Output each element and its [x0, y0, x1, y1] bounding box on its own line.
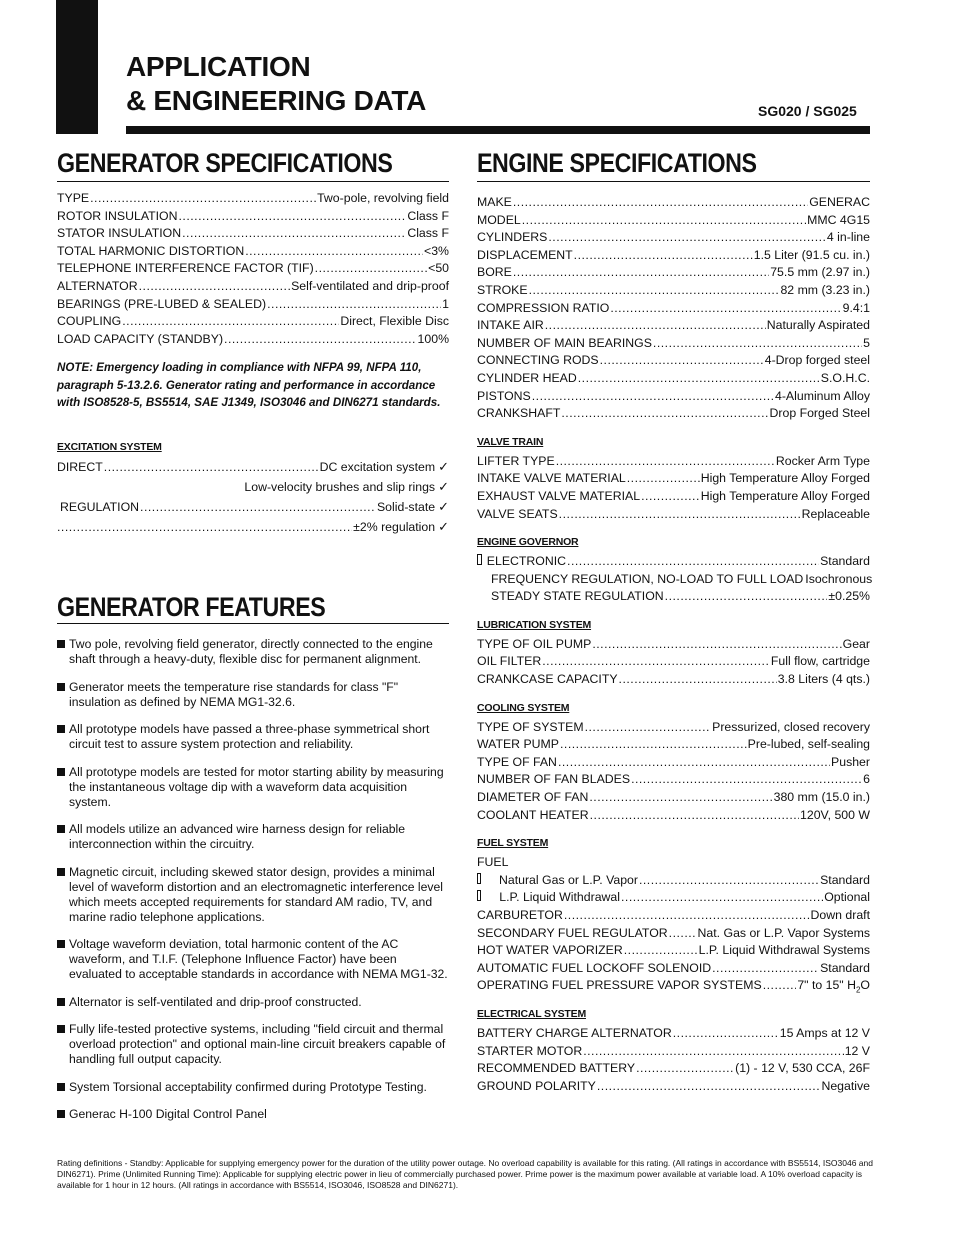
spec-label: STARTER MOTOR: [477, 1043, 583, 1058]
header-rule: [126, 126, 870, 134]
spec-value-text: Two-pole, revolving field: [317, 191, 449, 205]
governor-row: [477, 554, 870, 572]
spec-label: CYLINDER HEAD: [477, 370, 577, 385]
spec-value-text: Full flow, cartridge: [770, 654, 870, 669]
spec-value-text: Down draft: [810, 908, 870, 922]
dot-leader: [556, 454, 775, 468]
spec-value: [407, 209, 449, 223]
feature-item: Generator meets the temperature rise standards for class "F" insulation as defined by NEMA MG1-32.6.: [57, 680, 449, 710]
spec-label: OPERATING FUEL PRESSURE VAPOR SYSTEMS: [477, 978, 762, 993]
spec-label: L.P. Liquid Withdrawal: [499, 890, 620, 905]
dot-leader: [178, 209, 406, 223]
spec-value-text: High Temperature Alloy Forged: [700, 488, 870, 503]
spec-value: [418, 332, 449, 346]
spec-label: INTAKE VALVE MATERIAL: [477, 471, 626, 486]
dot-leader: [574, 248, 753, 262]
valve-train-row: [477, 471, 870, 489]
dot-leader: [590, 808, 799, 822]
feature-item: Fully life-tested protective systems, including "field circuit and thermal overload protection" and optional main-line circuit breakers capable of handling full output capacity.: [57, 1022, 449, 1067]
dot-leader: [653, 336, 862, 350]
dot-leader: [513, 195, 808, 209]
spec-label: REGULATION: [60, 500, 140, 514]
spec-label: NUMBER OF FAN BLADES: [477, 772, 631, 787]
feature-item: Alternator is self-ventilated and drip-proof constructed.: [57, 995, 449, 1010]
spec-value-text: Standard: [820, 872, 870, 887]
generator-spec-row: [57, 244, 449, 262]
spec-value: [863, 336, 870, 350]
dot-leader: [624, 943, 698, 957]
dot-leader: [610, 301, 841, 315]
excitation-brushes-row: [57, 479, 449, 499]
spec-value-text: 1.5 Liter (91.5 cu. in.): [753, 247, 870, 262]
model-number: SG020 / SG025: [758, 103, 857, 119]
dot-leader: [585, 720, 712, 734]
spec-value: [754, 248, 870, 262]
dot-leader: [636, 1061, 734, 1075]
spec-value: [428, 261, 449, 275]
dot-leader: [578, 371, 820, 385]
engine-spec-row: [477, 336, 870, 354]
spec-label: DIRECT: [57, 460, 103, 474]
spec-label: RECOMMENDED BATTERY: [477, 1061, 636, 1076]
valve-train-title: VALVE TRAIN: [477, 435, 544, 448]
engine-spec-row: [477, 213, 870, 231]
cooling-row: [477, 790, 870, 808]
spec-value-text: High Temperature Alloy Forged: [700, 471, 870, 486]
checkmark-icon: ✓: [438, 519, 449, 534]
spec-value-text: 15 Amps at 12 V: [779, 1025, 870, 1040]
doc-title-line1: APPLICATION: [126, 51, 311, 82]
spec-value: [698, 926, 870, 940]
spec-value: [735, 1061, 870, 1075]
spec-value: [291, 279, 449, 293]
dot-leader: [245, 244, 423, 258]
engine-spec-row: [477, 318, 870, 336]
spec-value: [843, 301, 870, 315]
spec-label: TOTAL HARMONIC DISTORTION: [57, 243, 245, 258]
checkbox-icon: [477, 873, 481, 884]
spec-label: BORE: [477, 265, 512, 280]
dot-leader: [315, 261, 427, 275]
fuel-row: [477, 943, 870, 961]
spec-label: SECONDARY FUEL REGULATOR: [477, 925, 668, 940]
spec-label: STEADY STATE REGULATION: [491, 589, 664, 604]
spec-value: [712, 720, 870, 734]
spec-value: [775, 389, 870, 403]
spec-label: ELECTRONIC: [486, 554, 567, 569]
spec-value: [765, 353, 870, 367]
spec-value-text: Standard: [820, 960, 870, 975]
excitation-title: EXCITATION SYSTEM: [57, 441, 162, 453]
engine-spec-row: [477, 301, 870, 319]
spec-value-text: 5: [863, 335, 870, 350]
spec-value: [748, 737, 870, 751]
spec-label: MAKE: [477, 195, 512, 209]
spec-value-text: Pressurized, closed recovery: [712, 719, 870, 734]
rating-definitions-footer: Rating definitions - Standby: Applicable for supplying emergency power for the duration of the utility power outage. No overload capability is available for this rating. (All ratings in accordance with BS5514, ISO3046 and DIN6271). Prime (Unlimited Running Time): Applicable for supplying electric power in lieu of commercially purchased power. Prime power is the maximum power available at variable load. A 10% overload capacity is available for 1 hour in 12 hours. (All ratings in accordance with BS5514, ISO3046, ISO8528 and DIN6271).: [57, 1158, 873, 1191]
spec-value: [820, 873, 870, 887]
excitation-pct-row: [57, 519, 449, 539]
spec-value: [805, 572, 872, 586]
spec-label: ALTERNATOR: [57, 278, 138, 293]
spec-value: [824, 890, 870, 904]
feature-item: All models utilize an advanced wire harness design for reliable interconnection within the circuitry.: [57, 822, 449, 852]
spec-value-text: Self-ventilated and drip-proof: [291, 278, 449, 293]
governor-row: [477, 571, 873, 590]
spec-label: DISPLACEMENT: [477, 247, 573, 262]
generator-spec-row: [57, 332, 449, 350]
dot-leader: [763, 978, 797, 992]
spec-label: CONNECTING RODS: [477, 353, 599, 368]
spec-value: [442, 297, 449, 311]
standards-note: NOTE: Emergency loading in compliance with NFPA 99, NFPA 110, paragraph 5-13.2.6. Generator rating and performance in accordance with ISO8528-5, BS5514, SAE J1349, ISO3046 and DIN6271 standards.: [57, 361, 441, 410]
spec-label: TYPE OF FAN: [477, 754, 557, 769]
dot-leader: [548, 230, 826, 244]
spec-value: [780, 1026, 870, 1040]
generator-specs-rule: [57, 181, 449, 182]
dot-leader: [122, 314, 339, 328]
generator-features-title: GENERATOR FEATURES: [57, 592, 326, 622]
spec-value-text: Negative: [821, 1078, 870, 1093]
spec-label: TYPE OF SYSTEM: [477, 719, 584, 734]
spec-value-text: L.P. Liquid Withdrawal Systems: [698, 943, 870, 958]
doc-title-line2: & ENGINEERING DATA: [126, 85, 427, 116]
spec-value-tail: O: [860, 978, 870, 993]
spec-value-text: Standard: [820, 554, 870, 569]
dot-leader: [559, 507, 801, 521]
spec-value-text: Replaceable: [801, 506, 870, 521]
dot-leader: [621, 890, 823, 904]
feature-item: All prototype models are tested for motor starting ability by measuring the instantaneous voltage dip with a waveform data acquisition system.: [57, 765, 449, 810]
dot-leader: [639, 873, 819, 887]
spec-value: [699, 943, 870, 957]
spec-value: [831, 755, 870, 769]
spec-label: HOT WATER VAPORIZER: [477, 943, 623, 958]
spec-value-text: Pusher: [831, 754, 870, 769]
dot-leader: [522, 213, 806, 227]
spec-label: COMPRESSION RATIO: [477, 300, 610, 315]
spec-value-text: 4 in-line: [826, 230, 870, 245]
excitation-system: [57, 441, 449, 539]
spec-value: [407, 226, 449, 240]
spec-value: [820, 554, 870, 568]
fuel-row: [477, 926, 870, 944]
engine-spec-row: [477, 371, 870, 389]
dot-leader: [545, 318, 766, 332]
spec-value: Solid-state: [376, 500, 436, 514]
fuel-title: FUEL SYSTEM: [477, 837, 549, 850]
spec-value-text: 82 mm (3.23 in.): [780, 282, 870, 297]
spec-label: CRANKCASE CAPACITY: [477, 672, 618, 687]
spec-label: VALVE SEATS: [477, 506, 558, 521]
spec-label: WATER PUMP: [477, 737, 559, 752]
spec-value: [863, 772, 870, 786]
dot-leader: [529, 283, 780, 297]
spec-value: [811, 908, 870, 922]
generator-spec-row: [57, 314, 449, 332]
spec-value-text: 6: [863, 772, 870, 787]
spec-value-text: Class F: [407, 208, 449, 223]
spec-value-text: 380 mm (15.0 in.): [773, 790, 870, 805]
spec-value-text: 100%: [417, 331, 449, 346]
spec-value-text: Class F: [407, 226, 449, 241]
dot-leader: [592, 637, 841, 651]
engine-spec-row: [477, 406, 870, 424]
spec-value: ±2% regulation: [353, 520, 436, 534]
dot-leader: [665, 589, 828, 603]
valve-train-row: [477, 454, 870, 472]
spec-value-text: Pre-lubed, self-sealing: [747, 737, 870, 752]
spec-value-text: Optional: [824, 890, 870, 905]
spec-label: BATTERY CHARGE ALTERNATOR: [477, 1025, 672, 1040]
spec-value: [770, 265, 870, 279]
spec-label: AUTOMATIC FUEL LOCKOFF SOLENOID: [477, 960, 712, 975]
spec-label: PISTONS: [477, 388, 531, 403]
engine-specs-rule: [477, 181, 870, 182]
generator-spec-row: [57, 297, 449, 315]
checkmark-icon: ✓: [438, 499, 449, 514]
checkmark-icon: ✓: [438, 479, 449, 494]
spec-value: [800, 808, 870, 822]
cooling-row: [477, 772, 870, 790]
fuel-row: [477, 908, 870, 926]
spec-value: [771, 654, 870, 668]
engine-spec-row: [477, 265, 870, 283]
spec-label: MODEL: [477, 212, 521, 227]
spec-value: [774, 790, 870, 804]
spec-label: COUPLING: [57, 314, 122, 329]
spec-value-text: 3.8 Liters (4 qts.): [777, 672, 870, 687]
engine-governor-title: ENGINE GOVERNOR: [477, 536, 579, 549]
dot-leader: [641, 489, 700, 503]
feature-item: Generac H-100 Digital Control Panel: [57, 1107, 449, 1122]
dot-leader: [631, 772, 862, 786]
excitation-regulation-row: [57, 499, 449, 519]
generator-spec-row: [57, 279, 449, 297]
spec-value: [770, 406, 870, 420]
spec-label: CARBURETOR: [477, 908, 563, 922]
spec-value-text: Rocker Arm Type: [775, 453, 870, 468]
spec-value-text: Nat. Gas or L.P. Vapor Systems: [697, 925, 870, 940]
generator-spec-row: [57, 261, 449, 279]
valve-train-row: [477, 489, 870, 507]
checkbox-icon: [477, 890, 481, 901]
spec-value-text: (1) - 12 V, 530 CCA, 26F: [735, 1061, 870, 1076]
fuel-row: [477, 978, 870, 996]
spec-value: [820, 961, 870, 975]
engine-spec-row: [477, 230, 870, 248]
valve-train-row: [477, 507, 870, 525]
dot-leader: [532, 389, 774, 403]
dot-leader: [139, 279, 290, 293]
dot-leader: [564, 908, 810, 922]
cooling-row: [477, 808, 870, 826]
spec-value-text: Direct, Flexible Disc: [340, 314, 449, 329]
spec-value-text: GENERAC: [809, 195, 870, 209]
feature-item: All prototype models have passed a three-phase symmetrical short circuit test to assure system protection and reliability.: [57, 722, 449, 752]
electrical-row: [477, 1044, 870, 1062]
generator-specs-list: [57, 191, 449, 349]
engine-spec-row: [477, 195, 870, 213]
dot-leader: [589, 790, 772, 804]
lubrication-row: [477, 637, 870, 655]
spec-value-text: <50: [428, 261, 449, 276]
spec-value: [317, 191, 449, 205]
dot-leader: [561, 406, 768, 420]
spec-value-text: S.O.H.C.: [820, 370, 870, 385]
excitation-direct-row: [57, 459, 449, 479]
dot-leader: [627, 471, 700, 485]
electrical-title: ELECTRICAL SYSTEM: [477, 1007, 586, 1020]
electrical-row: [477, 1079, 870, 1097]
lubrication-title: LUBRICATION SYSTEM: [477, 618, 592, 631]
spec-value: [776, 454, 870, 468]
dot-leader: [600, 353, 764, 367]
fuel-row: [477, 961, 870, 979]
spec-label: STROKE: [477, 282, 528, 297]
spec-label: TYPE OF OIL PUMP: [477, 636, 592, 651]
generator-specs-title: GENERATOR SPECIFICATIONS: [57, 148, 393, 178]
dot-leader: [513, 265, 769, 279]
dot-leader: [583, 1044, 843, 1058]
checkbox-icon: [477, 554, 482, 565]
subscript: 2: [855, 985, 861, 995]
engine-spec-row: [477, 283, 870, 301]
dot-leader: [560, 737, 747, 751]
spec-label: LOAD CAPACITY (STANDBY): [57, 331, 224, 346]
spec-label: Natural Gas or L.P. Vapor: [498, 872, 638, 887]
fuel-label: FUEL: [477, 855, 509, 870]
governor-row: [477, 589, 870, 607]
dot-leader: [90, 191, 316, 205]
spec-label: BEARINGS (PRE-LUBED & SEALED): [57, 296, 267, 311]
engine-spec-row: [477, 248, 870, 266]
spec-label: FREQUENCY REGULATION, NO-LOAD TO FULL LOAD: [491, 571, 804, 586]
spec-value: [340, 314, 449, 328]
spec-label: NUMBER OF MAIN BEARINGS: [477, 335, 652, 350]
feature-item: System Torsional acceptability confirmed during Prototype Testing.: [57, 1080, 449, 1095]
spec-label: ROTOR INSULATION: [57, 208, 178, 223]
feature-item: Voltage waveform deviation, total harmonic content of the AC waveform, and T.I.F. (Telephone Influence Factor) have been evaluated to acceptable standards in accordance with NEMA MG1-32.: [57, 937, 449, 982]
spec-value-text: 12 V: [844, 1043, 870, 1058]
spec-label: INTAKE AIR: [477, 318, 544, 333]
spec-value-text: 9.4:1: [842, 300, 870, 315]
spec-value-text: <3%: [424, 243, 449, 258]
spec-label: CYLINDERS: [477, 230, 548, 245]
spec-label: TELEPHONE INTERFERENCE FACTOR (TIF): [57, 261, 314, 276]
generator-spec-row: [57, 209, 449, 227]
dot-leader: [567, 554, 819, 568]
electrical-row: [477, 1026, 870, 1044]
generator-features-rule: [57, 623, 449, 624]
spec-label: EXHAUST VALVE MATERIAL: [477, 488, 641, 503]
generator-spec-row: [57, 191, 449, 209]
spec-label: CRANKSHAFT: [477, 406, 561, 421]
dot-leader: [619, 672, 777, 686]
spec-label: DIAMETER OF FAN: [477, 790, 589, 805]
dot-leader: [224, 332, 417, 346]
spec-value: [767, 318, 870, 332]
engine-spec-row: [477, 389, 870, 407]
spec-label: COOLANT HEATER: [477, 807, 589, 822]
spec-label: OIL FILTER: [477, 654, 542, 669]
dot-leader: [597, 1079, 821, 1093]
spec-value: [809, 195, 870, 209]
spec-value: [807, 213, 870, 227]
spec-label: GROUND POLARITY: [477, 1078, 596, 1093]
spec-value: [845, 1044, 870, 1058]
cooling-title: COOLING SYSTEM: [477, 701, 570, 714]
fuel-row: [477, 890, 870, 908]
spec-value: [828, 589, 870, 603]
spec-value: DC excitation system: [319, 460, 436, 474]
spec-value-text: 7" to 15" H: [797, 978, 856, 993]
dot-leader: [669, 926, 697, 940]
spec-value: [797, 978, 870, 994]
spec-value-text: Naturally Aspirated: [766, 318, 870, 333]
cooling-row: [477, 720, 870, 738]
spec-value: [778, 672, 870, 686]
engine-spec-row: [477, 353, 870, 371]
lubrication-row: [477, 654, 870, 672]
spec-value-text: 4-Drop forged steel: [764, 353, 870, 368]
generator-spec-row: [57, 226, 449, 244]
spec-value: [827, 230, 870, 244]
dot-leader: [673, 1026, 779, 1040]
spec-value-text: 120V, 500 W: [800, 807, 870, 822]
spec-value: [701, 489, 870, 503]
spec-value-text: 1: [442, 296, 449, 311]
spec-value-text: 75.5 mm (2.97 in.): [770, 265, 870, 280]
dot-leader: [712, 961, 819, 975]
spec-value: [780, 283, 870, 297]
spec-value: [821, 371, 870, 385]
spec-value: [424, 244, 449, 258]
spec-value-text: MMC 4G15: [807, 212, 870, 227]
spec-value-text: Drop Forged Steel: [769, 406, 870, 421]
dot-leader: [267, 297, 441, 311]
dot-leader: [558, 755, 830, 769]
spec-value: [802, 507, 870, 521]
spec-value: [843, 637, 870, 651]
feature-item: Two pole, revolving field generator, directly connected to the engine shaft through a heavy-duty, flexible disc for permanent alignment.: [57, 637, 449, 667]
spec-value-text: Gear: [842, 636, 870, 651]
spec-value: [701, 471, 870, 485]
cooling-row: [477, 755, 870, 773]
electrical-row: [477, 1061, 870, 1079]
checkmark-icon: ✓: [438, 459, 449, 474]
spec-label: STATOR INSULATION: [57, 226, 182, 241]
cooling-row: [477, 737, 870, 755]
spec-value-text: Isochronous: [805, 571, 873, 586]
spec-value-text: 4-Aluminum Alloy: [775, 388, 870, 403]
spec-value: [821, 1079, 870, 1093]
spec-label: LIFTER TYPE: [477, 453, 555, 468]
lubrication-row: [477, 672, 870, 690]
feature-item: Magnetic circuit, including skewed stator design, provides a minimal level of waveform distortion and an electromagnetic interference level which meets accepted requirements for standard AM radio, TV, and marine radio telephone applications.: [57, 865, 449, 925]
dot-leader: [542, 654, 770, 668]
engine-specs-title: ENGINE SPECIFICATIONS: [477, 148, 757, 178]
spec-value: Low-velocity brushes and slip rings: [244, 480, 436, 494]
dot-leader: [182, 226, 406, 240]
generator-features-list: [57, 637, 449, 1135]
spec-label: TYPE: [57, 191, 90, 205]
header-black-bar: [56, 0, 98, 134]
spec-value-text: ±0.25%: [828, 589, 870, 604]
fuel-row: [477, 873, 870, 891]
engine-specs-list: [477, 195, 873, 1096]
